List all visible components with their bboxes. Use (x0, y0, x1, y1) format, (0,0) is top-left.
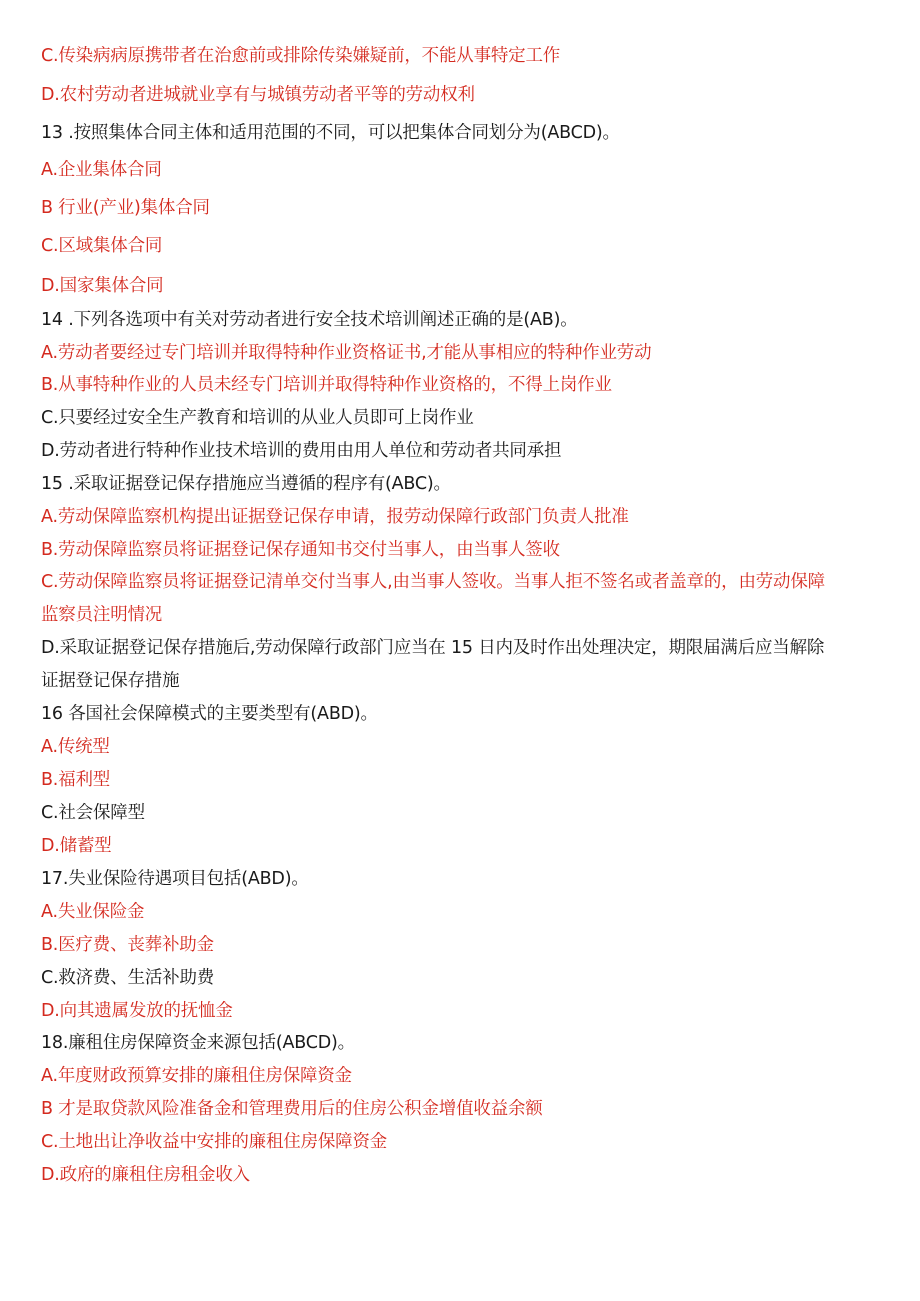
q12-option-c: C.传染病病原携带者在治愈前或排除传染嫌疑前，不能从事特定工作 (41, 46, 561, 66)
q14-option-a: A.劳动者要经过专门培训并取得特种作业资格证书,才能从事相应的特种作业劳动 (41, 343, 652, 363)
q13-option-d: D.国家集体合同 (41, 276, 164, 296)
q16-question: 16 各国社会保障模式的主要类型有(ABD)。 (41, 704, 378, 724)
q18-option-a: A.年度财政预算安排的廉租住房保障资金 (41, 1066, 352, 1086)
q17-option-c: C.救济费、生活补助费 (41, 968, 215, 988)
q18-option-b: B 才是取贷款风险准备金和管理费用后的住房公积金增值收益余额 (41, 1099, 543, 1119)
q15-option-a: A.劳动保障监察机构提出证据登记保存申请，报劳动保障行政部门负责人批准 (41, 507, 629, 527)
q17-option-a: A.失业保险金 (41, 902, 145, 922)
q17-question: 17.失业保险待遇项目包括(ABD)。 (41, 869, 309, 889)
q13-question: 13 .按照集体合同主体和适用范围的不同，可以把集体合同划分为(ABCD)。 (41, 123, 620, 143)
q18-question: 18.廉租住房保障资金来源包括(ABCD)。 (41, 1033, 355, 1053)
q15-option-d-cont: 证据登记保存措施 (41, 671, 180, 691)
q14-option-b: B.从事特种作业的人员未经专门培训并取得特种作业资格的，不得上岗作业 (41, 375, 612, 395)
q13-option-a: A.企业集体合同 (41, 160, 162, 180)
q14-option-c: C.只要经过安全生产教育和培训的从业人员即可上岗作业 (41, 408, 474, 428)
q17-option-b: B.医疗费、丧葬补助金 (41, 935, 214, 955)
q17-option-d: D.向其遗属发放的抚恤金 (41, 1001, 233, 1021)
q15-option-d: D.采取证据登记保存措施后,劳动保障行政部门应当在 15 日内及时作出处理决定，期限届满后应当解除 (41, 638, 825, 658)
q15-option-c: C.劳动保障监察员将证据登记清单交付当事人,由当事人签收。当事人拒不签名或者盖章的，由劳动保障 (41, 572, 825, 592)
q16-option-c: C.社会保障型 (41, 803, 145, 823)
q13-option-b: B 行业(产业)集体合同 (41, 198, 210, 218)
q16-option-a: A.传统型 (41, 737, 110, 757)
q14-option-d: D.劳动者进行特种作业技术培训的费用由用人单位和劳动者共同承担 (41, 441, 562, 461)
q13-option-c: C.区域集体合同 (41, 236, 163, 256)
q15-question: 15 .采取证据登记保存措施应当遵循的程序有(ABC)。 (41, 474, 451, 494)
q12-option-d: D.农村劳动者进城就业享有与城镇劳动者平等的劳动权利 (41, 85, 475, 105)
q16-option-d: D.储蓄型 (41, 836, 112, 856)
q15-option-b: B.劳动保障监察员将证据登记保存通知书交付当事人，由当事人签收 (41, 540, 560, 560)
q14-question: 14 .下列各选项中有关对劳动者进行安全技术培训阐述正确的是(AB)。 (41, 310, 578, 330)
q16-option-b: B.福利型 (41, 770, 111, 790)
q15-option-c-cont: 监察员注明情况 (41, 605, 163, 625)
q18-option-c: C.土地出让净收益中安排的廉租住房保障资金 (41, 1132, 388, 1152)
q18-option-d: D.政府的廉租住房租金收入 (41, 1165, 250, 1185)
